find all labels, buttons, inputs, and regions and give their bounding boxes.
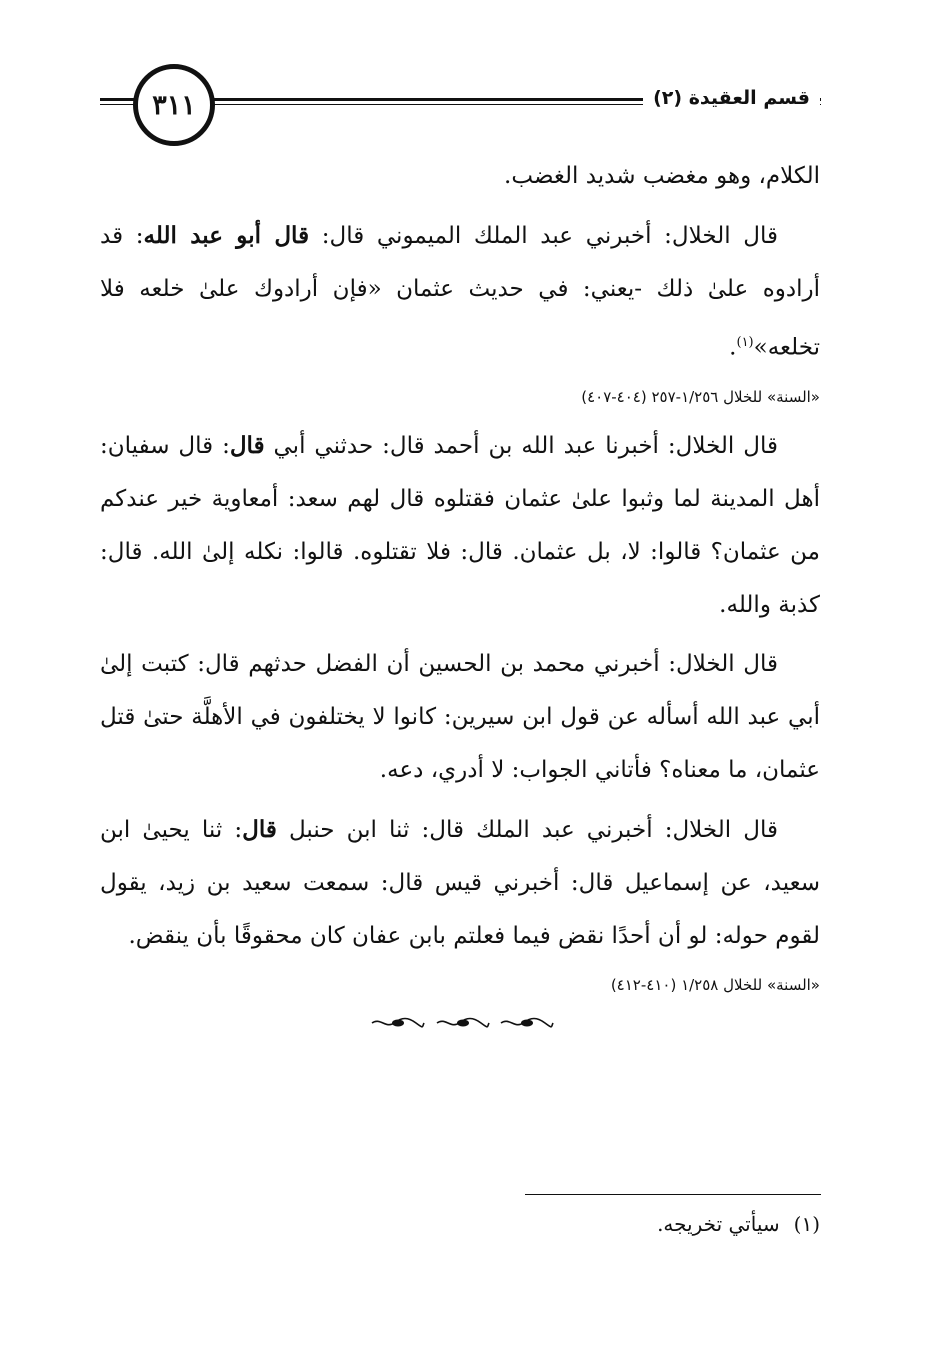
- footnote-text: سيأتي تخريجه.: [657, 1212, 780, 1236]
- source-citation-2: «السنة» للخلال ١/٢٥٨ (٤١٠-٤١٢): [610, 975, 820, 994]
- paragraph-3-bold: قال: [229, 431, 265, 459]
- page-number-badge: [133, 64, 215, 146]
- paragraph-5: [100, 803, 820, 963]
- paragraph-2-text-d: .: [729, 334, 737, 361]
- paragraph-3: [100, 419, 820, 632]
- ornament-flourish-icon: [499, 1016, 555, 1030]
- paragraph-5-bold: قال: [242, 815, 277, 843]
- source-citation-1: «السنة» للخلال ١/٢٥٦-٢٥٧ (٤٠٤-٤٠٧): [581, 387, 820, 406]
- page-number: ٣١١: [152, 89, 196, 121]
- paragraph-2-text-c: : قد أرادوه علىٰ ذلك -يعني: في حديث عثمان «فإن أرادوك علىٰ خلعه فلا تخلعه»: [100, 223, 820, 361]
- paragraph-4: قال الخلال: أخبرني محمد بن الحسين أن الفضل حدثهم قال: كتبت إلىٰ أبي عبد الله أسأله عن قول ابن سيرين: كانوا لا يختلفون في الأهلَّة حتىٰ قتل عثمان، ما معناه؟ فأتاني الجواب: لا أدري، دعه.: [100, 650, 820, 783]
- ornament-flourish-icon: [370, 1016, 426, 1030]
- ornament-flourish-icon: [435, 1016, 491, 1030]
- running-title: قسم العقيدة (٢): [643, 87, 820, 109]
- paragraph-3-text-c: : قال سفيان: أهل المدينة لما وثبوا علىٰ عثمان فقتلوه قال لهم سعد: أمعاوية خير عندكم من عثمان؟ قالوا: لا، بل عثمان. قال: فلا تقتلوه. قالوا: نكله إلىٰ الله. قال: كذبة والله.: [100, 432, 820, 618]
- paragraph-3-text-a: قال الخلال: أخبرنا عبد الله بن أحمد قال: حدثني أبي: [264, 432, 778, 459]
- section-ornament: [370, 1014, 555, 1032]
- footnote-marker: (١): [793, 1212, 820, 1236]
- footnote-reference[interactable]: (١): [736, 335, 754, 350]
- paragraph-2-text-a: قال الخلال: أخبرني عبد الملك الميموني قال:: [309, 223, 778, 249]
- paragraph-2: [100, 209, 820, 375]
- paragraph-5-text-c: : ثنا يحيىٰ ابن سعيد، عن إسماعيل قال: أخبرني قيس قال: سمعت سعيد بن زيد، يقول لقوم حوله: لو أن أحدًا نقض فيما فعلتم بابن عفان كان محقوقًا بأن ينقض.: [100, 816, 820, 949]
- page-header: [0, 0, 940, 150]
- page-body: [100, 150, 820, 1007]
- paragraph-5-text-a: قال الخلال: أخبرني عبد الملك قال: ثنا ابن حنبل: [276, 816, 778, 843]
- paragraph-2-bold: قال أبو عبد الله: [143, 222, 310, 249]
- footnote: [657, 1212, 820, 1236]
- paragraph-1: الكلام، وهو مغضب شديد الغضب.: [504, 163, 820, 189]
- footnote-separator: [525, 1194, 821, 1195]
